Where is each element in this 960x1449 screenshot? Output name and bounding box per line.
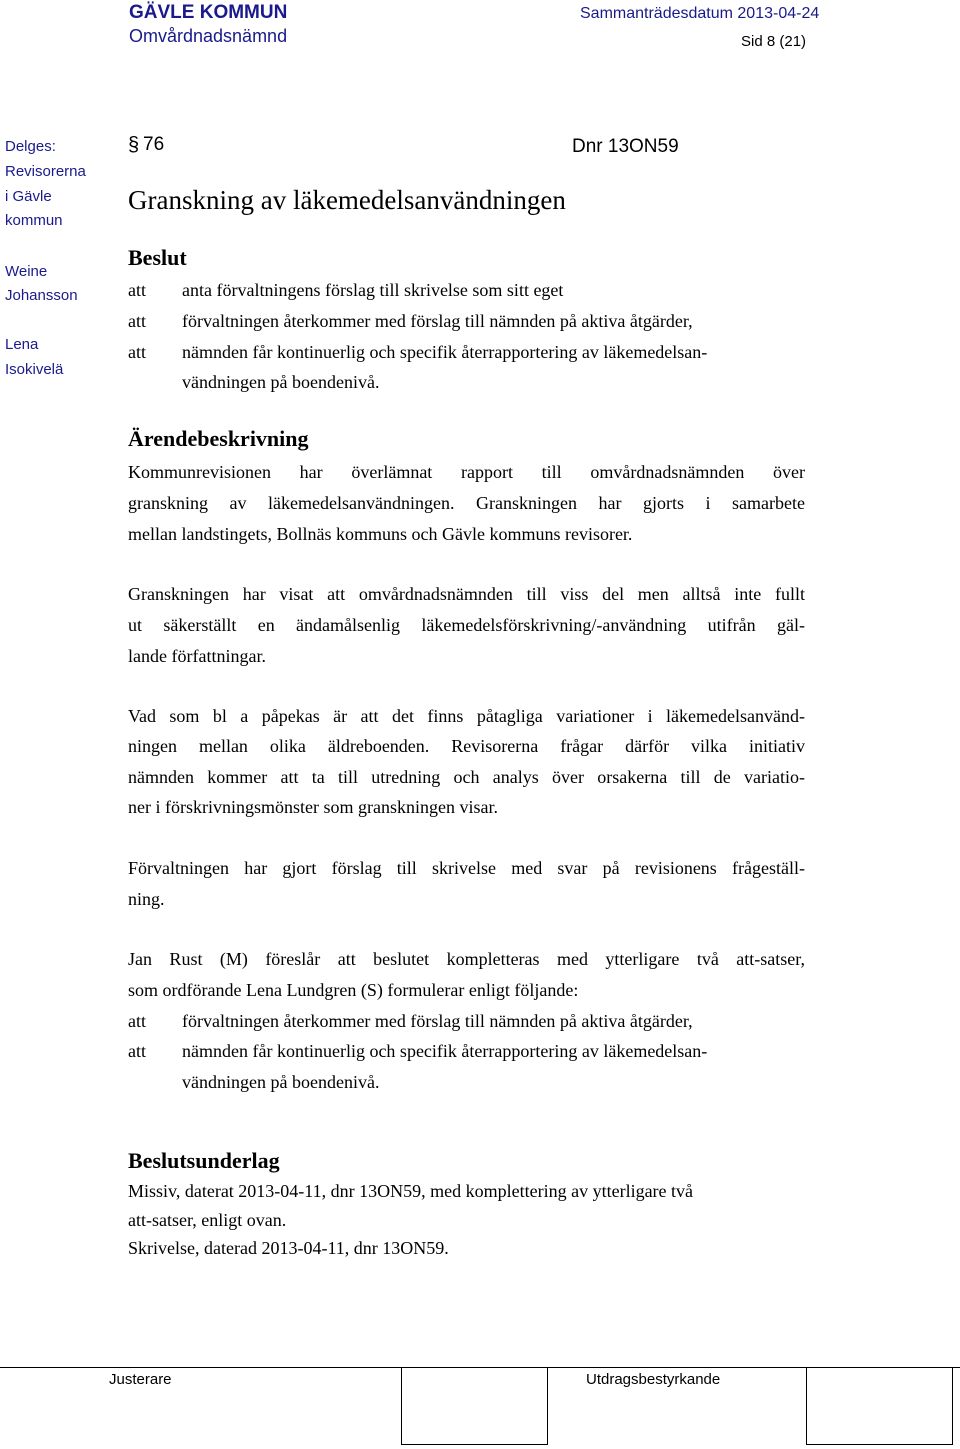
decision-item-continuation: vändningen på boendenivå.: [182, 372, 380, 392]
proposal-item-continuation: vändningen på boendenivå.: [182, 1072, 380, 1092]
paragraph-line: Granskningen har visat att omvårdnadsnämnden till viss del men alltså inte fullt: [128, 584, 805, 604]
utdragsbestyrkande-label: Utdragsbestyrkande: [586, 1371, 721, 1388]
recipient-line: kommun: [5, 212, 63, 229]
board-name: Omvårdnadsnämnd: [129, 26, 288, 46]
paragraph-line: ner i förskrivningsmönster som granskningen visar.: [128, 797, 498, 817]
att-label: att: [128, 1041, 146, 1061]
proposal-item: nämnden får kontinuerlig och specifik återrapportering av läkemedelsan-: [182, 1041, 708, 1061]
recipient-line: i Gävle: [5, 188, 52, 205]
recipient-line: Revisorerna: [5, 163, 86, 180]
page-number: Sid 8 (21): [741, 33, 807, 50]
paragraph-line: ningen mellan olika äldreboenden. Revisorerna frågar därför vilka initiativ: [128, 736, 805, 756]
att-label: att: [128, 311, 146, 331]
paragraph-line: som ordförande Lena Lundgren (S) formulerar enligt följande:: [128, 980, 579, 1000]
recipient-line: Isokivelä: [5, 361, 64, 378]
arende-heading: Ärendebeskrivning: [128, 426, 309, 451]
proposal-item: förvaltningen återkommer med förslag till nämnden på aktiva åtgärder,: [182, 1011, 693, 1031]
paragraph-line: ut säkerställt en ändamålsenlig läkemedelsförskrivning/-användning utifrån gäl-: [128, 615, 805, 635]
recipient-line: Lena: [5, 336, 39, 353]
underlag-line: att-satser, enligt ovan.: [128, 1210, 287, 1230]
justerare-label: Justerare: [109, 1371, 172, 1388]
recipient-line: Weine: [5, 263, 48, 280]
organization-name: GÄVLE KOMMUN: [129, 2, 288, 23]
beslut-heading: Beslut: [128, 245, 187, 270]
utdrag-signature-box: [806, 1368, 953, 1445]
paragraph-line: ning.: [128, 889, 165, 909]
att-label: att: [128, 280, 146, 300]
decision-item: nämnden får kontinuerlig och specifik återrapportering av läkemedelsan-: [182, 342, 708, 362]
paragraph-line: Förvaltningen har gjort förslag till skrivelse med svar på revisionens frågeställ-: [128, 858, 805, 878]
paragraph-line: granskning av läkemedelsanvändningen. Granskningen har gjorts i samarbete: [128, 493, 805, 513]
att-label: att: [128, 342, 146, 362]
paragraph-line: nämnden kommer att ta till utredning och analys över orsakerna till de variatio-: [128, 767, 805, 787]
decision-item: förvaltningen återkommer med förslag till nämnden på aktiva åtgärder,: [182, 311, 693, 331]
underlag-heading: Beslutsunderlag: [128, 1148, 280, 1173]
underlag-line: Missiv, daterat 2013-04-11, dnr 13ON59, med komplettering av ytterligare två: [128, 1181, 694, 1201]
paragraph-line: lande författningar.: [128, 646, 266, 666]
justerare-signature-box: [401, 1368, 548, 1445]
section-number: 76: [143, 134, 165, 155]
dnr-reference: Dnr 13ON59: [572, 136, 679, 157]
paragraph-line: mellan landstingets, Bollnäs kommuns och Gävle kommuns revisorer.: [128, 524, 633, 544]
recipient-line: Johansson: [5, 287, 78, 304]
decision-item: anta förvaltningens förslag till skrivelse som sitt eget: [182, 280, 564, 300]
paragraph-line: Vad som bl a påpekas är att det finns påtagliga variationer i läkemedelsanvänd-: [128, 706, 805, 726]
att-label: att: [128, 1011, 146, 1031]
section-title: Granskning av läkemedelsanvändningen: [128, 185, 566, 215]
paragraph-line: Jan Rust (M) föreslår att beslutet kompletteras med ytterligare två att-satser,: [128, 949, 805, 969]
delges-label: Delges:: [5, 138, 56, 155]
meeting-date: Sammanträdesdatum 2013-04-24: [580, 5, 820, 22]
underlag-line: Skrivelse, daterad 2013-04-11, dnr 13ON59.: [128, 1238, 449, 1258]
paragraph-line: Kommunrevisionen har överlämnat rapport till omvårdnadsnämnden över: [128, 462, 805, 482]
paragraph-symbol: §: [128, 134, 140, 156]
